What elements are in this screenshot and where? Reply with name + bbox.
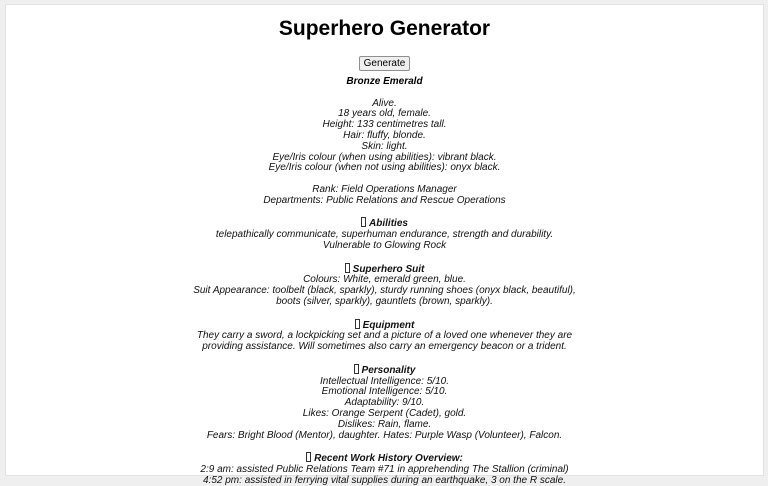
equipment-section bbox=[6, 319, 763, 353]
bio-height: Height: 133 centimetres tall. bbox=[322, 119, 447, 131]
work-history-item: 4:52 pm: assisted in ferrying vital supplies during an earthquake, 3 on the R scale. bbox=[203, 474, 566, 486]
suit-heading: Superhero Suit bbox=[6, 263, 763, 276]
personality-section bbox=[6, 364, 763, 442]
abilities-list: telepathically communicate, superhuman endurance, strength and durability. bbox=[215, 229, 554, 241]
hero-bio bbox=[6, 99, 763, 175]
bio-skin: Skin: light. bbox=[361, 140, 408, 152]
suit-section bbox=[6, 263, 763, 308]
hero-departments: Departments: Public Relations and Rescue Operations bbox=[263, 194, 506, 206]
bio-age-gender: 18 years old, female. bbox=[338, 108, 431, 120]
missing-glyph-icon bbox=[306, 452, 311, 462]
abilities-vulnerability: Vulnerable to Glowing Rock bbox=[322, 239, 447, 251]
bio-eye-active: Eye/Iris colour (when using abilities): vibrant black. bbox=[272, 151, 497, 163]
bio-eye-inactive: Eye/Iris colour (when not using abilities): onyx black. bbox=[268, 162, 501, 174]
work-history-heading: Recent Work History Overview: bbox=[6, 452, 763, 465]
generate-button[interactable]: Generate bbox=[359, 56, 411, 71]
hero-rank: Rank: Field Operations Manager bbox=[312, 183, 457, 195]
missing-glyph-icon bbox=[361, 217, 366, 227]
bio-hair: Hair: fluffy, blonde. bbox=[343, 129, 426, 141]
abilities-heading: Abilities bbox=[6, 217, 763, 230]
abilities-section bbox=[6, 217, 763, 251]
personality-likes: Likes: Orange Serpent (Cadet), gold. bbox=[302, 407, 467, 419]
personality-dislikes: Dislikes: Rain, flame. bbox=[337, 418, 432, 430]
page-content bbox=[6, 5, 763, 486]
personality-adaptability: Adaptability: 9/10. bbox=[344, 397, 425, 409]
work-history-section bbox=[6, 452, 763, 486]
personality-emotional: Emotional Intelligence: 5/10. bbox=[321, 386, 448, 398]
equipment-text: They carry a sword, a lockpicking set and a picture of a loved one whenever they are providing assistance. Will sometimes also carry an emergency beacon or a trident. bbox=[196, 330, 573, 353]
missing-glyph-icon bbox=[345, 263, 350, 273]
personality-fears-hates: Fears: Bright Blood (Mentor), daughter. Hates: Purple Wasp (Volunteer), Falcon. bbox=[206, 429, 563, 441]
equipment-heading: Equipment bbox=[6, 319, 763, 332]
bio-status: Alive. bbox=[372, 97, 397, 109]
hero-name: Bronze Emerald bbox=[346, 76, 423, 87]
suit-appearance: Suit Appearance: toolbelt (black, sparkly), sturdy running shoes (onyx black, beautiful), boots (silver, sparkly), gauntlets (brown, sparkly). bbox=[193, 285, 576, 307]
work-history-item: 2:9 am: assisted Public Relations Team #71 in apprehending The Stallion (criminal) bbox=[200, 463, 569, 475]
page-title: Superhero Generator bbox=[278, 17, 491, 40]
personality-intellectual: Intellectual Intelligence: 5/10. bbox=[320, 375, 449, 387]
page-viewport bbox=[5, 4, 764, 486]
missing-glyph-icon bbox=[355, 319, 360, 329]
personality-heading: Personality bbox=[6, 364, 763, 377]
missing-glyph-icon bbox=[354, 364, 359, 374]
suit-colours: Colours: White, emerald green, blue. bbox=[303, 274, 466, 286]
hero-rank-section bbox=[6, 185, 763, 207]
